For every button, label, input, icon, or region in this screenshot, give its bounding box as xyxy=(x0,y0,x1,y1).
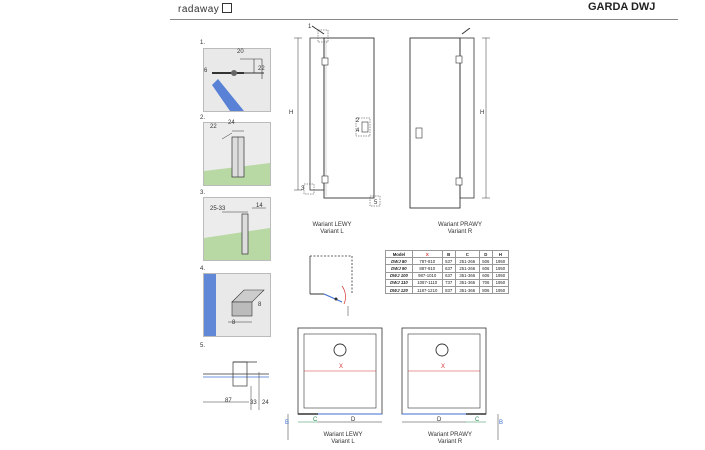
col-c: C xyxy=(455,251,479,258)
plan-right-d-label: D xyxy=(437,417,442,423)
detail-4-number: 4. xyxy=(200,266,206,272)
callout-2: 2 xyxy=(356,118,360,124)
cell-d: 706 xyxy=(479,279,492,286)
elevation-right-caption-en: Variant R xyxy=(447,229,473,235)
elevation-right-height-label: H xyxy=(480,110,485,116)
cell-b: 537 xyxy=(442,258,455,265)
detail-5-drawing xyxy=(203,352,269,414)
cell-c: 251-266 xyxy=(455,258,479,265)
detail-1-number: 1. xyxy=(200,40,206,46)
elevation-left-drawing xyxy=(290,24,395,220)
col-x: X xyxy=(412,251,442,258)
elevation-right-caption-pl: Wariant PRAWY xyxy=(438,222,482,228)
table-header-row xyxy=(386,251,509,258)
table-row xyxy=(386,265,509,272)
detail-5-dim-a: 87 xyxy=(225,398,232,404)
detail-5-dim-b: 33 xyxy=(250,400,257,406)
cell-h: 1950 xyxy=(492,265,508,272)
plan-left-c-label: C xyxy=(313,417,318,423)
cell-model: DWJ 120 xyxy=(386,286,413,293)
cell-model: DWJ 90 xyxy=(386,265,413,272)
plan-left-caption xyxy=(313,432,373,446)
col-h: H xyxy=(492,251,508,258)
detail-3-dim-a: 25-33 xyxy=(210,206,226,212)
elevation-right-drawing xyxy=(400,28,500,218)
detail-1-drawing xyxy=(204,49,270,111)
cell-b: 837 xyxy=(442,286,455,293)
cell-x: 787-810 xyxy=(412,258,442,265)
table-row xyxy=(386,279,509,286)
cell-h: 1950 xyxy=(492,279,508,286)
product-title: GARDA DWJ xyxy=(588,1,656,13)
cell-c: 351-366 xyxy=(455,286,479,293)
cell-d: 506 xyxy=(479,258,492,265)
cell-b: 637 xyxy=(442,272,455,279)
detail-5-dim-c: 24 xyxy=(262,400,269,406)
col-model: Model xyxy=(386,251,413,258)
detail-1-dim-b: 6 xyxy=(204,68,208,74)
brand-name: radaway xyxy=(178,4,220,15)
cell-model: DWJ 80 xyxy=(386,258,413,265)
plan-right-c-label: C xyxy=(475,417,480,423)
plan-left-d-label: D xyxy=(351,417,356,423)
col-d: D xyxy=(479,251,492,258)
table-row xyxy=(386,286,509,293)
plan-left-drawing xyxy=(284,324,392,444)
cell-b: 737 xyxy=(442,279,455,286)
door-swing-sketch xyxy=(302,250,362,320)
plan-left-x-label: X xyxy=(339,364,344,370)
plan-right-caption-pl: Wariant PRAWY xyxy=(428,432,472,438)
elevation-left-caption-pl: Wariant LEWY xyxy=(312,222,352,228)
elevation-left-caption xyxy=(302,222,362,236)
detail-5-panel xyxy=(203,352,269,414)
plan-right-b-label: B xyxy=(499,420,504,426)
cell-model: DWJ 100 xyxy=(386,272,413,279)
callout-3: 3 xyxy=(301,186,305,192)
cell-x: 987-1010 xyxy=(412,272,442,279)
cell-h: 1950 xyxy=(492,258,508,265)
detail-1-dim-a: 20 xyxy=(237,49,244,55)
cell-x: 887-910 xyxy=(412,265,442,272)
col-b: B xyxy=(442,251,455,258)
detail-4-dim-b: 8 xyxy=(232,320,236,326)
cell-h: 1950 xyxy=(492,286,508,293)
elevation-left-caption-en: Variant L xyxy=(320,229,344,235)
detail-2-dim-a: 22 xyxy=(210,124,217,130)
plan-right-caption-en: Variant R xyxy=(437,439,463,445)
elevation-right-caption xyxy=(430,222,490,236)
cell-h: 1950 xyxy=(492,272,508,279)
callout-4: 4 xyxy=(356,128,360,134)
logo-mark-icon xyxy=(222,3,232,13)
cell-d: 806 xyxy=(479,286,492,293)
detail-5-number: 5. xyxy=(200,343,206,349)
cell-c: 351-366 xyxy=(455,272,479,279)
detail-3-dim-b: 14 xyxy=(256,203,263,209)
detail-2-number: 2. xyxy=(200,115,206,121)
cell-d: 606 xyxy=(479,272,492,279)
plan-left-caption-pl: Wariant LEWY xyxy=(323,432,363,438)
model-dimensions-table xyxy=(385,250,509,294)
detail-2-dim-b: 24 xyxy=(228,120,235,126)
detail-1-panel xyxy=(203,48,271,112)
plan-left-caption-en: Variant L xyxy=(331,439,355,445)
detail-2-panel xyxy=(203,122,271,186)
detail-4-dim-a: 8 xyxy=(258,302,262,308)
detail-2-drawing xyxy=(204,123,270,185)
cell-c: 251-266 xyxy=(455,265,479,272)
detail-3-number: 3. xyxy=(200,190,206,196)
cell-x: 1087-1110 xyxy=(412,279,442,286)
plan-right-caption xyxy=(420,432,480,446)
cell-c: 351-366 xyxy=(455,279,479,286)
plan-right-x-label: X xyxy=(441,364,446,370)
callout-1: 1 xyxy=(308,24,312,30)
table-row xyxy=(386,272,509,279)
cell-d: 606 xyxy=(479,265,492,272)
cell-model: DWJ 110 xyxy=(386,279,413,286)
cell-b: 637 xyxy=(442,265,455,272)
plan-right-drawing xyxy=(392,324,504,444)
elevation-left-height-label: H xyxy=(289,110,294,116)
header-divider xyxy=(170,19,678,20)
detail-1-dim-c: 22 xyxy=(258,66,265,72)
cell-x: 1187-1210 xyxy=(412,286,442,293)
callout-5: 5 xyxy=(374,200,378,206)
plan-left-b-label: B xyxy=(285,420,290,426)
table-row xyxy=(386,258,509,265)
brand-logo xyxy=(178,3,232,15)
